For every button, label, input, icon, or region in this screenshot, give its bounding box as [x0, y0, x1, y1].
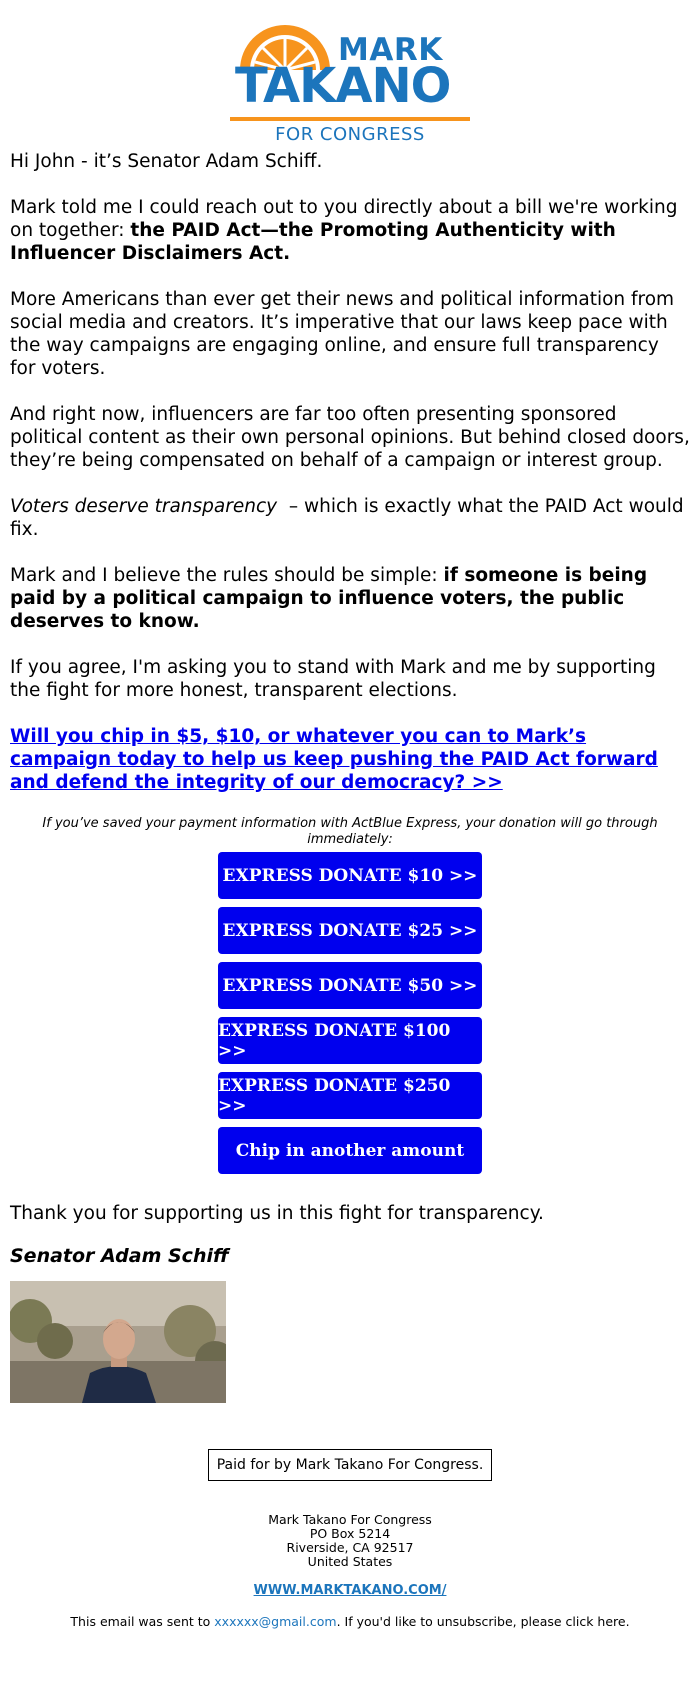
chip-in-other-amount-button[interactable]: Chip in another amount — [218, 1127, 482, 1174]
express-donate-25-button[interactable]: EXPRESS DONATE $25 >> — [218, 907, 482, 954]
website-link[interactable]: WWW.MARKTAKANO.COM/ — [253, 1583, 447, 1598]
paragraph-3: And right now, influencers are far too often presenting sponsored political content as their own personal opinions. But behind closed doors, they’re being compensated on behalf of a campaign or interest group. — [10, 404, 690, 471]
paragraph-5-lead: Mark and I believe the rules should be simple: — [10, 565, 444, 586]
paragraph-6: If you agree, I'm asking you to stand with Mark and me by supporting the fight for more honest, transparent elections. — [10, 657, 656, 701]
greeting: Hi John - it’s Senator Adam Schiff. — [10, 151, 323, 172]
paragraph-1 — [10, 196, 690, 265]
paragraph-1-bold: the PAID Act—the Promoting Authenticity with Influencer Disclaimers Act. — [10, 220, 616, 264]
paragraph-4-italic: Voters deserve transparency — [10, 496, 278, 517]
address-country: United States — [307, 1554, 393, 1569]
paragraph-1-lead: Mark told me I could reach out to you directly about a bill we're working on together: — [10, 197, 678, 241]
logo-for-congress-text: FOR CONGRESS — [275, 124, 425, 145]
campaign-logo[interactable] — [230, 22, 470, 150]
mailing-address — [10, 1513, 690, 1569]
paragraph-2: More Americans than ever get their news and political information from social media and creators. It’s imperative that our laws keep pace with the way campaigns are engaging online, and ensure full transparency for voters. — [10, 289, 675, 379]
express-donate-50-button[interactable]: EXPRESS DONATE $50 >> — [218, 962, 482, 1009]
donate-cta-link[interactable]: Will you chip in $5, $10, or whatever you can to Mark’s campaign today to help us keep pushing the PAID Act forward and defend the integrity of our democracy? >> — [10, 726, 658, 793]
signature-name: Senator Adam Schiff — [10, 1245, 229, 1267]
actblue-express-note: If you’ve saved your payment information with ActBlue Express, your donation will go through immediately: — [42, 816, 658, 847]
address-name: Mark Takano For Congress — [268, 1512, 432, 1527]
logo-divider — [230, 117, 470, 121]
paragraph-4 — [10, 495, 690, 541]
paid-for-wrap — [10, 1449, 690, 1481]
address-city: Riverside, CA 92517 — [286, 1540, 414, 1555]
paragraph-5-bold: if someone is being paid by a political campaign to influence voters, the public deserves to know. — [10, 565, 648, 632]
paragraph-5 — [10, 564, 690, 633]
address-po-box: PO Box 5214 — [309, 1526, 391, 1541]
paragraph-4-rest: – which is exactly what the PAID Act would fix. — [10, 496, 690, 540]
recipient-email-link[interactable]: xxxxxx@gmail.com — [214, 1614, 337, 1629]
express-donate-250-button[interactable]: EXPRESS DONATE $250 >> — [218, 1072, 482, 1119]
express-donate-10-button[interactable]: EXPRESS DONATE $10 >> — [218, 852, 482, 899]
donate-buttons — [10, 852, 690, 1182]
portrait-image — [10, 1281, 226, 1403]
thank-you-text: Thank you for supporting us in this fight for transparency. — [10, 1203, 544, 1224]
unsubscribe-footer — [10, 1614, 690, 1629]
express-donate-100-button[interactable]: EXPRESS DONATE $100 >> — [218, 1017, 482, 1064]
unsubscribe-text[interactable]: . If you'd like to unsubscribe, please click here. — [336, 1614, 630, 1629]
logo-takano-text: TAKANO — [235, 58, 451, 114]
senator-photo — [10, 1281, 226, 1403]
logo-mark-text: MARK — [338, 32, 443, 68]
paid-for-disclaimer: Paid for by Mark Takano For Congress. — [208, 1449, 493, 1481]
sent-to-prefix: This email was sent to — [70, 1614, 215, 1629]
header-logo-area — [10, 0, 690, 150]
